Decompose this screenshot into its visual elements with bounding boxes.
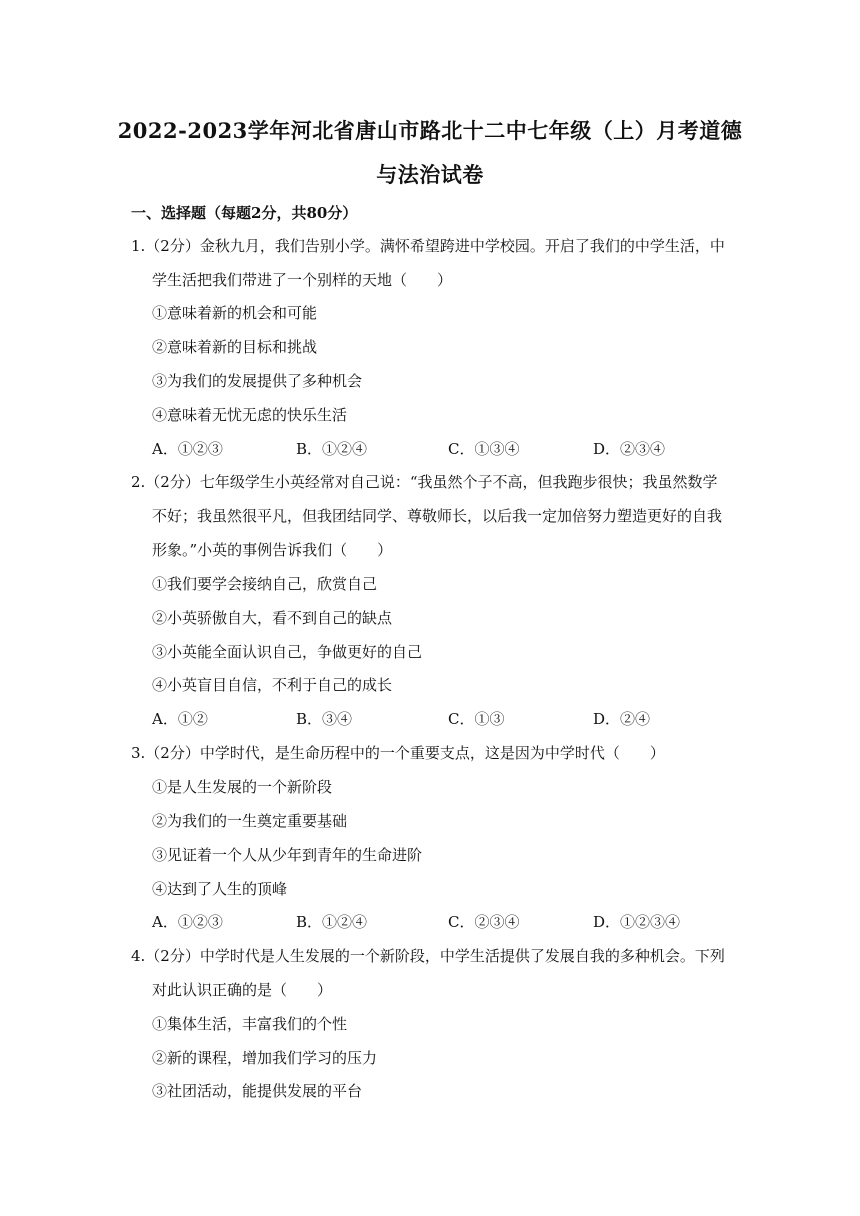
question-2-choice: ③小英能全面认识自己，争做更好的自己: [152, 643, 423, 661]
question-2-choice: ④小英盲目自信，不利于自己的成长: [152, 676, 393, 694]
question-1-choice: ④意味着无忧无虑的快乐生活: [152, 406, 348, 424]
question-4-choice: ②新的课程，增加我们学习的压力: [152, 1049, 378, 1067]
question-4-text: 4.（2分）中学时代是人生发展的一个新阶段，中学生活提供了发展自我的多种机会。下列: [131, 947, 725, 965]
question-1-text: 学生活把我们带进了一个别样的天地（ ）: [152, 271, 453, 289]
exam-title-line-2: 与法治试卷: [376, 162, 484, 187]
question-2-option-c: C．①③: [448, 710, 505, 728]
section-heading: 一、选择题（每题2分，共80分）: [131, 204, 358, 222]
question-2-text: 不好；我虽然很平凡，但我团结同学、尊敬师长，以后我一定加倍努力塑造更好的自我: [152, 507, 723, 525]
question-1-choice: ③为我们的发展提供了多种机会: [152, 372, 363, 390]
question-3-choice: ②为我们的一生奠定重要基础: [152, 812, 348, 830]
question-1-option-d: D．②③④: [593, 440, 666, 458]
question-3-choice: ④达到了人生的顶峰: [152, 880, 288, 898]
question-1-option-c: C．①③④: [448, 440, 520, 458]
question-3-choice: ①是人生发展的一个新阶段: [152, 778, 333, 796]
question-3-option-b: B．①②④: [296, 913, 368, 931]
question-2-text: 2.（2分）七年级学生小英经常对自己说：“我虽然个子不高，但我跑步很快；我虽然数学: [131, 473, 718, 491]
question-4-choice: ①集体生活，丰富我们的个性: [152, 1015, 348, 1033]
exam-title-line-1: 2022-2023学年河北省唐山市路北十二中七年级（上）月考道德: [117, 118, 743, 143]
question-3-text: 3.（2分）中学时代，是生命历程中的一个重要支点，这是因为中学时代（ ）: [131, 744, 665, 762]
question-3-option-a: A．①②③: [152, 913, 223, 931]
question-2-option-b: B．③④: [296, 710, 353, 728]
question-2-text: 形象。”小英的事例告诉我们（ ）: [152, 541, 393, 559]
question-3-option-c: C．②③④: [448, 913, 520, 931]
question-1-choice: ①意味着新的机会和可能: [152, 304, 318, 322]
question-2-option-a: A．①②: [152, 710, 208, 728]
question-3-choice: ③见证着一个人从少年到青年的生命进阶: [152, 846, 423, 864]
question-2-option-d: D．②④: [593, 710, 651, 728]
question-1-text: 1.（2分）金秋九月，我们告别小学。满怀希望跨进中学校园。开启了我们的中学生活，中: [131, 237, 725, 255]
question-4-text: 对此认识正确的是（ ）: [152, 981, 333, 999]
question-1-choice: ②意味着新的目标和挑战: [152, 338, 318, 356]
question-2-choice: ①我们要学会接纳自己，欣赏自己: [152, 575, 378, 593]
question-3-option-d: D．①②③④: [593, 913, 681, 931]
question-4-choice: ③社团活动，能提供发展的平台: [152, 1082, 363, 1100]
question-1-option-a: A．①②③: [152, 440, 223, 458]
question-2-choice: ②小英骄傲自大，看不到自己的缺点: [152, 609, 393, 627]
question-1-option-b: B．①②④: [296, 440, 368, 458]
